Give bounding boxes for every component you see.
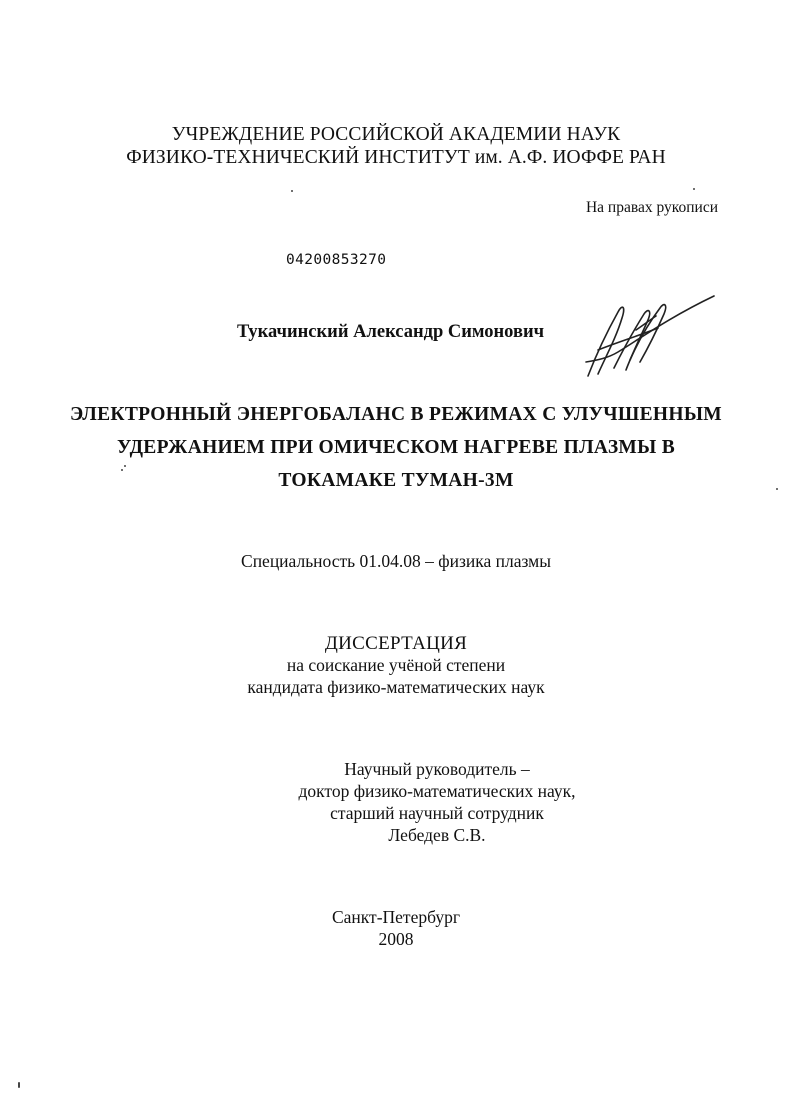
registration-number: 04200853270 xyxy=(286,252,387,268)
scan-speck xyxy=(18,1082,20,1088)
scan-speck xyxy=(776,488,778,490)
supervisor-line-1: Научный руководитель – xyxy=(344,759,530,779)
rights-note: На правах рукописи xyxy=(585,199,718,216)
scan-speck xyxy=(124,465,126,467)
title-line-3: ТОКАМАКЕ ТУМАН-3М xyxy=(278,470,514,491)
author-name: Тукачинский Александр Симонович xyxy=(237,322,545,342)
city: Санкт-Петербург xyxy=(331,907,461,927)
scan-speck xyxy=(693,188,695,190)
supervisor-line-4: Лебедев С.В. xyxy=(388,825,486,845)
institution-line-2: ФИЗИКО-ТЕХНИЧЕСКИЙ ИНСТИТУТ им. А.Ф. ИОФФЕ РАН xyxy=(126,147,666,168)
signature-icon xyxy=(578,290,718,382)
dissertation-line-2: кандидата физико-математических наук xyxy=(247,677,545,697)
dissertation-heading: ДИССЕРТАЦИЯ xyxy=(324,633,468,654)
year: 2008 xyxy=(378,929,414,949)
title-line-2: УДЕРЖАНИЕМ ПРИ ОМИЧЕСКОМ НАГРЕВЕ ПЛАЗМЫ В xyxy=(116,437,676,458)
supervisor-line-3: старший научный сотрудник xyxy=(330,803,544,823)
scan-speck xyxy=(291,190,293,192)
specialty: Специальность 01.04.08 – физика плазмы xyxy=(241,551,551,571)
scan-speck xyxy=(121,469,123,471)
institution-line-1: УЧРЕЖДЕНИЕ РОССИЙСКОЙ АКАДЕМИИ НАУК xyxy=(171,124,621,145)
dissertation-line-1: на соискание учёной степени xyxy=(286,655,506,675)
supervisor-line-2: доктор физико-математических наук, xyxy=(298,781,576,801)
title-line-1: ЭЛЕКТРОННЫЙ ЭНЕРГОБАЛАНС В РЕЖИМАХ С УЛУЧШЕННЫМ xyxy=(70,404,722,425)
